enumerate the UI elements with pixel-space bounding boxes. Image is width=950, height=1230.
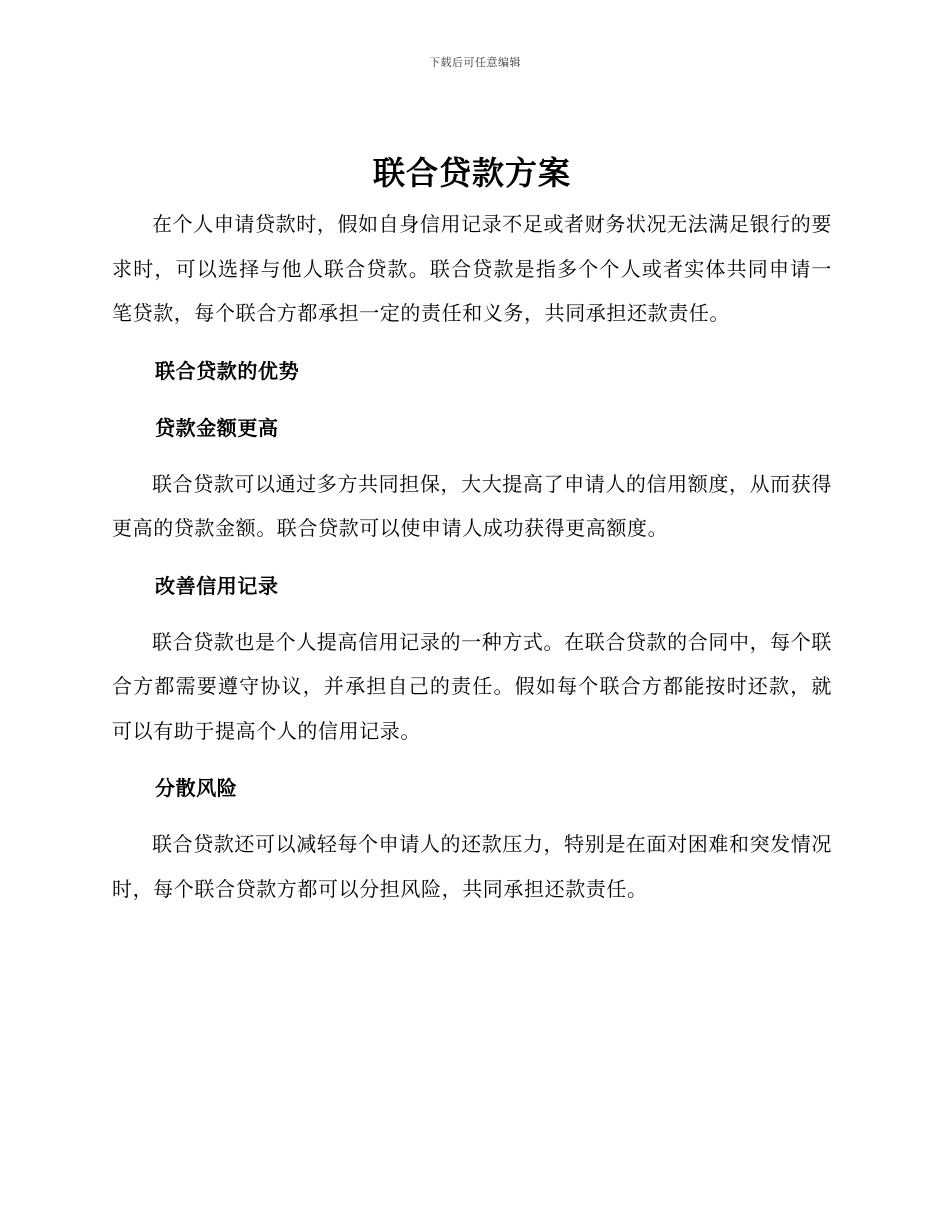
document-body <box>112 152 832 911</box>
section-heading-advantages: 联合贷款的优势 <box>155 358 300 383</box>
intro-paragraph: 在个人申请贷款时，假如自身信用记录不足或者财务状况无法满足银行的要求时，可以选择与他人联合贷款。联合贷款是指多个个人或者实体共同申请一笔贷款，每个联合方都承担一定的责任和义务，共同承担还款责任。 <box>112 212 832 325</box>
header-note: 下载后可任意编辑 <box>429 56 521 69</box>
subsection-body-spread-risk: 联合贷款还可以减轻每个申请人的还款压力，特别是在面对困难和突发情况时，每个联合贷款方都可以分担风险，共同承担还款责任。 <box>112 832 832 901</box>
document-title: 联合贷款方案 <box>372 154 571 192</box>
subsection-heading-spread-risk: 分散风险 <box>155 776 238 800</box>
subsection-body-improve-credit: 联合贷款也是个人提高信用记录的一种方式。在联合贷款的合同中，每个联合方都需要遵守协议，并承担自己的责任。假如每个联合方都能按时还款，就可以有助于提高个人的信用记录。 <box>112 629 832 743</box>
subsection-heading-higher-amount: 贷款金额更高 <box>155 415 279 440</box>
subsection-heading-improve-credit: 改善信用记录 <box>155 573 279 598</box>
subsection-body-higher-amount: 联合贷款可以通过多方共同担保，大大提高了申请人的信用额度，从而获得更高的贷款金额。联合贷款可以使申请人成功获得更高额度。 <box>112 471 832 540</box>
